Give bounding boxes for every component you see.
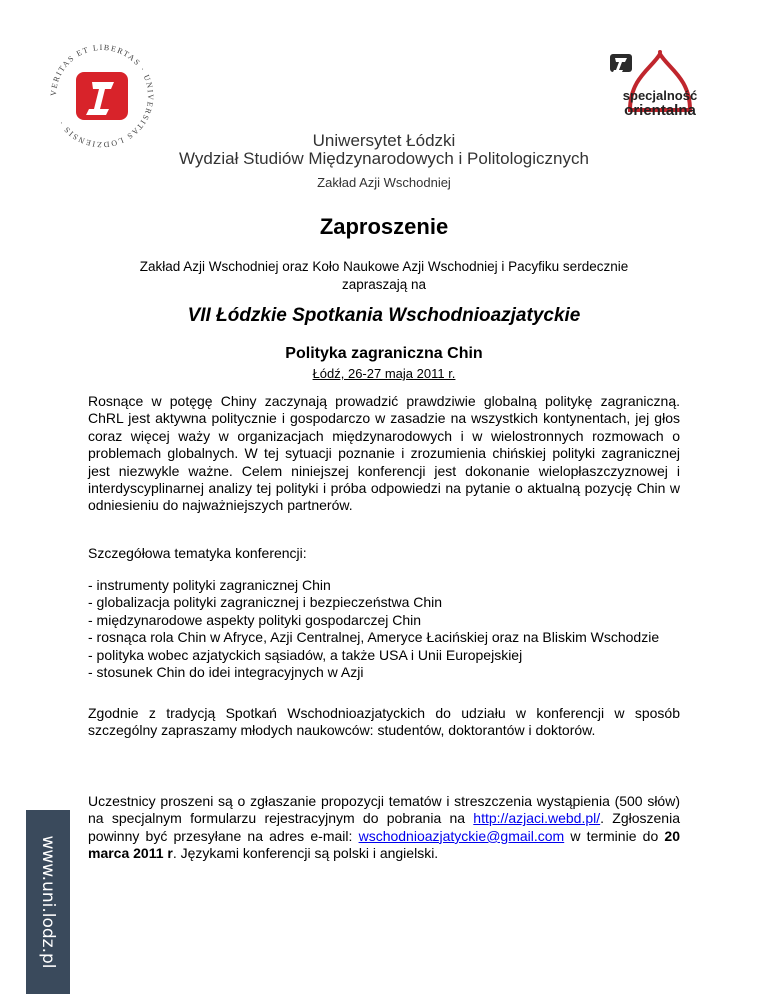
registration-text-2: . Zgłoszenia powinny być przesyłane na adres e-mail: <box>88 810 680 844</box>
registration-paragraph <box>88 793 680 863</box>
event-name: VII Łódzkie Spotkania Wschodnioazjatyckie <box>187 305 581 326</box>
deadline-date: 20 marca 2011 r <box>88 827 680 862</box>
conference-subtitle: Polityka zagraniczna Chin <box>285 345 483 362</box>
topics-list <box>88 577 680 681</box>
intro-text <box>98 258 670 294</box>
topics-heading: Szczegółowa tematyka konferencji: <box>88 545 307 561</box>
topic-item: - instrumenty polityki zagranicznej Chin <box>88 577 331 593</box>
registration-text-3: w terminie do <box>564 827 665 844</box>
orient-logo-line1: specjalność <box>622 88 698 103</box>
orient-logo-line2: orientalna <box>624 102 696 119</box>
conference-date: Łódź, 26-27 maja 2011 r. <box>312 366 456 381</box>
specjalnosc-orientalna-logo <box>600 48 708 124</box>
university-name: Uniwersytet Łódzki <box>312 131 456 150</box>
intro-line-1: Zakład Azji Wschodniej oraz Koło Naukowe Azji Wschodniej i Pacyfiku serdecznie <box>139 259 629 274</box>
registration-text-1: Uczestnicy proszeni są o zgłaszanie propozycji tematów i streszczenia wystąpienia (500 słów) na specjalnym formularzu rejestracyjnym do pobrania na <box>88 793 680 827</box>
registration-text-4: . Językami konferencji są polski i angielski. <box>172 845 439 862</box>
website-url[interactable]: www.uni.lodz.pl <box>38 835 58 969</box>
intro-line-2: zapraszają na <box>341 277 427 292</box>
topic-item: - rosnąca rola Chin w Afryce, Azji Centralnej, Ameryce Łacińskiej oraz na Bliskim Wschodzie <box>88 629 660 646</box>
document-title: Zaproszenie <box>319 214 449 239</box>
topic-item: - międzynarodowe aspekty polityki gospodarczej Chin <box>88 611 422 628</box>
topic-item: - globalizacja polityki zagranicznej i bezpieczeństwa Chin <box>88 594 443 611</box>
participants-paragraph: Zgodnie z tradycją Spotkań Wschodnioazjatyckich do udziału w konferencji w sposób szczególny zapraszamy młodych naukowców: studentów, doktorantów i doktorów. <box>88 705 680 739</box>
svg-text:VERITAS ET LIBERTAS · UNIVERSI: VERITAS ET LIBERTAS · UNIVERSITAS LODZIENSIS · <box>48 42 156 150</box>
faculty-name: Wydział Studiów Międzynarodowych i Politologicznych <box>179 149 589 168</box>
description-paragraph: Rosnące w potęgę Chiny zaczynają prowadzić prawdziwie globalną politykę zagraniczną. ChRL jest aktywna politycznie i gospodarczo w zasadzie na wszystkich kontynentach, jej głos coraz więcej waży w organizacjach międzynarodowych i w wielostronnych rozmowach o problemach globalnych. W tej sytuacji poznanie i zrozumienia chińskiej polityki zagranicznej jest niezwykle ważne. Celem niniejszej konferencji jest dokonanie wielopłaszczyznowej i interdyscyplinarnej analizy tej polityki i próba odpowiedzi na pytanie o aktualną pozycję Chin w odniesieniu do najważniejszych partnerów. <box>88 393 680 514</box>
topic-item: - polityka wobec azjatyckich sąsiadów, a także USA i Unii Europejskiej <box>88 646 523 663</box>
contact-email-link[interactable]: wschodnioazjatyckie@gmail.com <box>358 827 565 844</box>
topic-item: - stosunek Chin do idei integracyjnych w Azji <box>88 664 364 681</box>
registration-form-link[interactable]: http://azjaci.webd.pl/ <box>473 810 601 827</box>
website-sidebar-banner <box>26 810 70 994</box>
department-name: Zakład Azji Wschodniej <box>317 175 451 190</box>
